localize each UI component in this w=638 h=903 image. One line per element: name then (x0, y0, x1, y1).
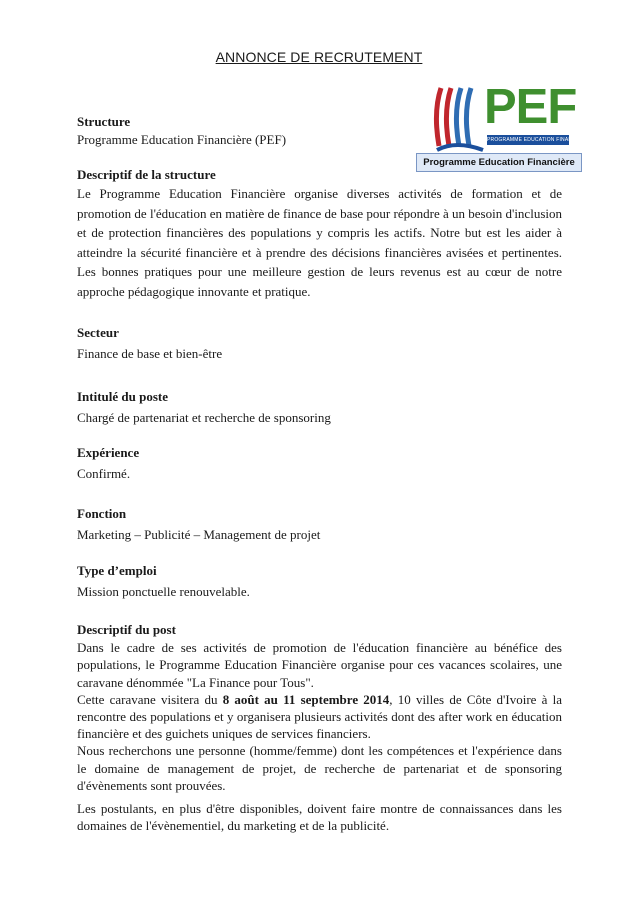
heading-experience: Expérience (77, 445, 140, 460)
heading-intitule: Intitulé du poste (77, 389, 169, 404)
logo-strip: PROGRAMME EDUCATION FINANCIERE (487, 137, 589, 143)
text-intitule: Chargé de partenariat et recherche de sponsoring (77, 410, 331, 425)
heading-secteur: Secteur (77, 325, 119, 340)
text-type-emploi: Mission ponctuelle renouvelable. (77, 584, 250, 599)
section-secteur (77, 324, 562, 363)
text-secteur: Finance de base et bien-être (77, 346, 223, 361)
page-title: ANNONCE DE RECRUTEMENT (215, 49, 423, 65)
heading-structure: Structure (77, 114, 131, 129)
section-structure (77, 113, 407, 149)
book-icon (411, 84, 491, 154)
text-experience: Confirmé. (77, 466, 131, 481)
section-type-emploi (77, 562, 562, 601)
heading-descriptif-poste: Descriptif du post (77, 622, 176, 637)
heading-type-emploi: Type d’emploi (77, 563, 157, 578)
section-descriptif-structure (77, 166, 562, 301)
text-descriptif-poste-p3: Nous recherchons une personne (homme/femme) dont les compétences et l'expérience dans le domaine de management de projet, de recherche de partenariat et de sponsoring d'évènements sont prouvées. (77, 743, 562, 793)
section-descriptif-poste (77, 621, 562, 834)
text-structure: Programme Education Financière (PEF) (77, 132, 287, 147)
section-intitule (77, 388, 562, 427)
text-fonction: Marketing – Publicité – Management de projet (77, 527, 321, 542)
p2-dates: 8 août au 11 septembre 2014 (222, 691, 390, 707)
logo-caption: Programme Education Financière (416, 153, 582, 172)
logo-letters: PEF (484, 80, 577, 134)
heading-fonction: Fonction (77, 506, 127, 521)
p2-after: , 10 villes de Côte d'Ivoire à la rencontre des populations et y organisera plusieurs activités dont des after work en éducation financière et des guichets uniques de services financiers. (77, 691, 562, 742)
text-descriptif-poste-p4: Les postulants, en plus d'être disponibles, doivent faire montre de connaissances dans les domaines de l'évènementiel, du marketing et de la publicité. (77, 801, 562, 834)
heading-descriptif-structure: Descriptif de la structure (77, 167, 216, 182)
section-experience (77, 444, 562, 483)
text-descriptif-poste-p1: Dans le cadre de ses activités de promotion de l'éducation financière au bénéfice des populations, le Programme Education Financière organise pour ces vacances scolaires, une caravane dénommée "La Finance pour Tous". (77, 640, 562, 690)
text-descriptif-structure: Le Programme Education Financière organise diverses activités de formation et de promotion de l'éducation en matière de finance de base pour répondre à un besoin d'inclusion et de protection financières des populations y compris les actifs. Notre but est les aider à atteindre la sécurité financière et à prendre des décisions financières avisées et pertinentes. Les bonnes pratiques pour une meilleure gestion de leurs revenus est au cœur de notre approche pédagogique innovante et pratique. (77, 186, 562, 299)
section-fonction (77, 505, 562, 544)
text-descriptif-poste-p2 (77, 691, 562, 743)
p2-before: Cette caravane visitera du (77, 691, 223, 707)
